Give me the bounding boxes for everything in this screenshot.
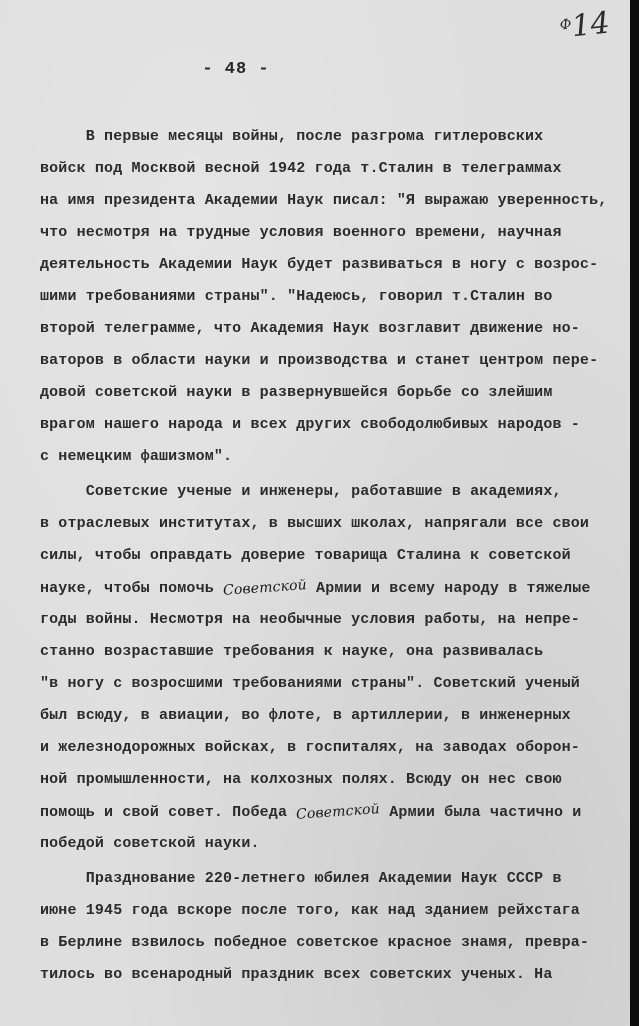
text-line-content: В первые месяцы войны, после разгрома гитлеровских xyxy=(40,128,544,145)
text-line-content: ной промышленности, на колхозных полях. Всюду он нес свою xyxy=(40,771,562,788)
text-line-content: Празднование 220-летнего юбилея Академии Наук СССР в xyxy=(40,870,562,887)
text-line-content: с немецким фашизмом". xyxy=(40,448,233,465)
text-line xyxy=(40,281,630,313)
archive-mark-prefix: Ф xyxy=(559,16,573,34)
text-line xyxy=(40,828,630,860)
archive-folio-mark xyxy=(558,5,611,45)
text-line xyxy=(40,409,630,441)
text-line xyxy=(40,313,630,345)
text-line xyxy=(40,959,630,991)
text-line-content: второй телеграмме, что Академия Наук возглавит движение но- xyxy=(40,320,580,337)
text-line xyxy=(40,345,630,377)
text-line xyxy=(40,863,630,895)
text-line xyxy=(40,604,630,636)
text-line-content: что несмотря на трудные условия военного времени, научная xyxy=(40,224,562,241)
text-line-content: довой советской науки в развернувшейся борьбе со злейшим xyxy=(40,384,553,401)
text-line-content: в Берлине взвилось победное советское красное знамя, превра- xyxy=(40,934,590,951)
text-line-content: "в ногу с возросшими требованиями страны". Советский ученый xyxy=(40,675,580,692)
text-line xyxy=(40,121,630,153)
text-line xyxy=(40,217,630,249)
text-line xyxy=(40,508,630,540)
text-line xyxy=(40,636,630,668)
text-line-content: Советские ученые и инженеры, работавшие в академиях, xyxy=(40,483,562,500)
text-line xyxy=(40,764,630,796)
text-line-content: тилось во всенародный праздник всех советских ученых. На xyxy=(40,966,553,983)
page-number: - 48 - xyxy=(202,60,270,79)
text-line xyxy=(40,540,630,572)
text-line xyxy=(40,796,630,828)
text-line-content: на имя президента Академии Наук писал: "Я выражаю уверенность, xyxy=(40,192,608,209)
text-line xyxy=(40,476,630,508)
text-line xyxy=(40,377,630,409)
text-line-content: помощь и свой совет. Победа xyxy=(40,804,297,821)
text-line-content: и железнодорожных войсках, в госпиталях, на заводах оборон- xyxy=(40,739,580,756)
scan-edge xyxy=(630,0,639,1026)
archive-mark-number: 14 xyxy=(569,5,612,45)
text-line-content: шими требованиями страны". "Надеюсь, говорил т.Сталин во xyxy=(40,288,553,305)
text-line-content: в отраслевых институтах, в высших школах, напрягали все свои xyxy=(40,515,590,532)
text-line-content: ваторов в области науки и производства и станет центром пере- xyxy=(40,352,599,369)
text-line-content: победой советской науки. xyxy=(40,835,260,852)
text-line xyxy=(40,185,630,217)
text-line-content: войск под Москвой весной 1942 года т.Сталин в телеграммах xyxy=(40,160,562,177)
text-line-content: силы, чтобы оправдать доверие товарища Сталина к советской xyxy=(40,547,571,564)
text-line-content: врагом нашего народа и всех других свободолюбивых народов - xyxy=(40,416,580,433)
text-line xyxy=(40,927,630,959)
text-line xyxy=(40,895,630,927)
text-line xyxy=(40,700,630,732)
text-line xyxy=(40,732,630,764)
text-line-content: июне 1945 года вскоре после того, как над зданием рейхстага xyxy=(40,902,580,919)
typed-body-text xyxy=(40,121,630,991)
text-line-continuation: Армии была частично и xyxy=(380,804,582,821)
text-line xyxy=(40,668,630,700)
text-line-content: станно возраставшие требования к науке, она развивалась xyxy=(40,643,544,660)
handwritten-insertion: Советской xyxy=(222,577,308,599)
text-line-content: годы войны. Несмотря на необычные условия работы, на непре- xyxy=(40,611,580,628)
text-line xyxy=(40,249,630,281)
text-line-content: был всюду, в авиации, во флоте, в артиллерии, в инженерных xyxy=(40,707,571,724)
text-line xyxy=(40,153,630,185)
text-line-content: науке, чтобы помочь xyxy=(40,580,224,597)
text-line-continuation: Армии и всему народу в тяжелые xyxy=(306,580,591,597)
text-line xyxy=(40,572,630,604)
text-line xyxy=(40,441,630,473)
text-line-content: деятельность Академии Наук будет развиваться в ногу с возрос- xyxy=(40,256,599,273)
handwritten-insertion: Советской xyxy=(295,801,381,823)
